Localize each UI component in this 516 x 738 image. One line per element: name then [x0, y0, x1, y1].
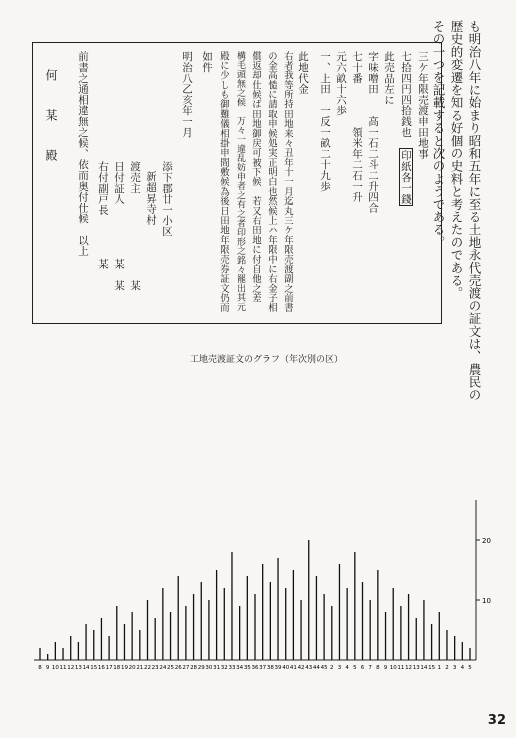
x-tick-label: 24: [159, 665, 167, 671]
x-tick-label: 1: [437, 665, 442, 671]
deed-body-line-1: 此売品左に: [383, 51, 395, 105]
x-tick-label: 27: [182, 665, 190, 671]
x-tick-label: 5: [353, 665, 357, 671]
x-tick-label: 30: [205, 665, 213, 671]
x-tick-label: 13: [412, 665, 420, 671]
x-tick-label: 4: [345, 665, 349, 671]
x-tick-label: 9: [45, 665, 50, 671]
intro-line-2: 歴史的変遷を知る好個の史料と考えたのである。: [449, 20, 464, 300]
x-tick-label: 39: [274, 665, 282, 671]
x-tick-label: 31: [213, 665, 221, 671]
signature-village-head: 右付副戸長 某: [97, 161, 109, 269]
x-tick-label: 26: [174, 665, 182, 671]
x-tick-label: 8: [38, 665, 42, 671]
page-number: 32: [487, 713, 506, 728]
signature-witness: 日付証人 某 某: [113, 161, 125, 291]
deed-body-line-10: 構毛頭無之候 万々一違乱妨申者之有之者印形之銘々罷出其元: [235, 51, 245, 312]
deed-body-line-5: 一、上田 一反一畝二十九歩: [319, 51, 331, 192]
deed-body-line-4: 元六畝十六歩: [335, 51, 347, 116]
deed-conclusion: 前書之通相違無之候、依而奥付仕候 以上: [77, 51, 89, 257]
x-tick-label: 11: [59, 665, 67, 671]
deed-price: [399, 51, 413, 206]
x-tick-label: 12: [405, 665, 413, 671]
x-tick-label: 25: [167, 665, 175, 671]
x-tick-label: 17: [105, 665, 113, 671]
x-tick-label: 15: [90, 665, 98, 671]
deed-date: 明治八乙亥年一月: [181, 51, 193, 138]
deed-body-line-8: の金高慥に請取申候処実正明白也然候上ハ年限中に右金子相: [266, 51, 277, 313]
x-tick-label: 36: [251, 665, 259, 671]
deed-body-line-7: 右者我等所持田地来々丑年十一月迄丸三ケ年限売渡副之前書: [282, 51, 293, 313]
x-tick-label: 21: [136, 665, 144, 671]
x-tick-label: 14: [82, 665, 90, 671]
x-tick-label: 32: [220, 665, 228, 671]
x-tick-label: 22: [144, 665, 151, 671]
x-tick-label: 34: [236, 665, 244, 671]
x-tick-label: 42: [297, 665, 305, 671]
x-tick-label: 5: [468, 665, 472, 671]
deed-body-line-3: 七十番 領米年二石一升: [351, 51, 363, 203]
x-tick-label: 2: [445, 665, 449, 671]
x-tick-label: 4: [460, 665, 465, 671]
deed-body-line-9: 償返却仕候ば田地御戻可被下候 若又右田地に付自他之差: [250, 51, 261, 303]
intro-line-1: も明治八年に始まり昭和五年に至る土地永代売渡の証文は、農民の: [467, 20, 482, 401]
signature-village: 新超昇寺村: [145, 171, 157, 225]
x-tick-label: 10: [389, 665, 397, 671]
x-tick-label: 12: [67, 665, 75, 671]
x-tick-label: 20: [128, 665, 136, 671]
y-tick-label: 20: [482, 537, 491, 545]
x-tick-label: 6: [360, 665, 365, 671]
x-tick-label: 35: [243, 665, 251, 671]
signature-seller: 渡売主 某: [129, 161, 141, 291]
x-tick-label: 28: [190, 665, 198, 671]
deed-body-line-6: 此地代金: [297, 51, 309, 95]
x-tick-label: 3: [452, 665, 457, 671]
deed-addressee: 何 某 殿: [44, 69, 58, 169]
x-tick-label: 8: [376, 665, 380, 671]
chart-title: 工地売渡証文のグラフ（年次別の区）: [190, 355, 344, 365]
x-tick-label: 9: [383, 665, 388, 671]
x-tick-label: 16: [97, 665, 105, 671]
deed-body-line-2: 字味噌田 高一石二斗二升四合: [367, 51, 379, 213]
deed-price-text: 七拾四円四拾銭也: [400, 51, 412, 138]
x-tick-label: 10: [51, 665, 59, 671]
land-deed-chart: [0, 360, 516, 720]
x-tick-label: 15: [428, 665, 436, 671]
x-tick-label: 29: [197, 665, 205, 671]
x-tick-label: 45: [320, 665, 328, 671]
x-tick-label: 14: [420, 665, 428, 671]
x-tick-label: 33: [228, 665, 236, 671]
x-tick-label: 11: [397, 665, 405, 671]
signature-district: 添下郡廿一小区: [161, 161, 173, 237]
y-tick-label: 10: [482, 597, 491, 605]
x-tick-label: 23: [151, 665, 159, 671]
deed-title: 三ケ年限売渡申田地事: [417, 51, 429, 159]
x-tick-label: 3: [337, 665, 342, 671]
deed-body-line-12: 如件: [201, 51, 213, 73]
x-tick-label: 41: [289, 665, 297, 671]
x-tick-label: 19: [120, 665, 128, 671]
x-tick-label: 2: [330, 665, 334, 671]
x-tick-label: 18: [113, 665, 121, 671]
x-tick-label: 37: [259, 665, 267, 671]
x-tick-label: 7: [368, 665, 372, 671]
x-tick-label: 44: [312, 665, 320, 671]
x-tick-label: 38: [266, 665, 274, 671]
deed-document-box: [32, 42, 442, 324]
x-tick-label: 40: [282, 665, 290, 671]
x-tick-label: 13: [74, 665, 82, 671]
revenue-stamp-label: 印紙各一錢: [400, 150, 412, 205]
x-tick-label: 43: [305, 665, 313, 671]
deed-body-line-11: 殿に少しも御難儀相掛申間敷候為後日田地年限売券証文仍而: [218, 51, 229, 313]
intro-line-3: その一つを記載すると次のようである。: [431, 20, 446, 249]
